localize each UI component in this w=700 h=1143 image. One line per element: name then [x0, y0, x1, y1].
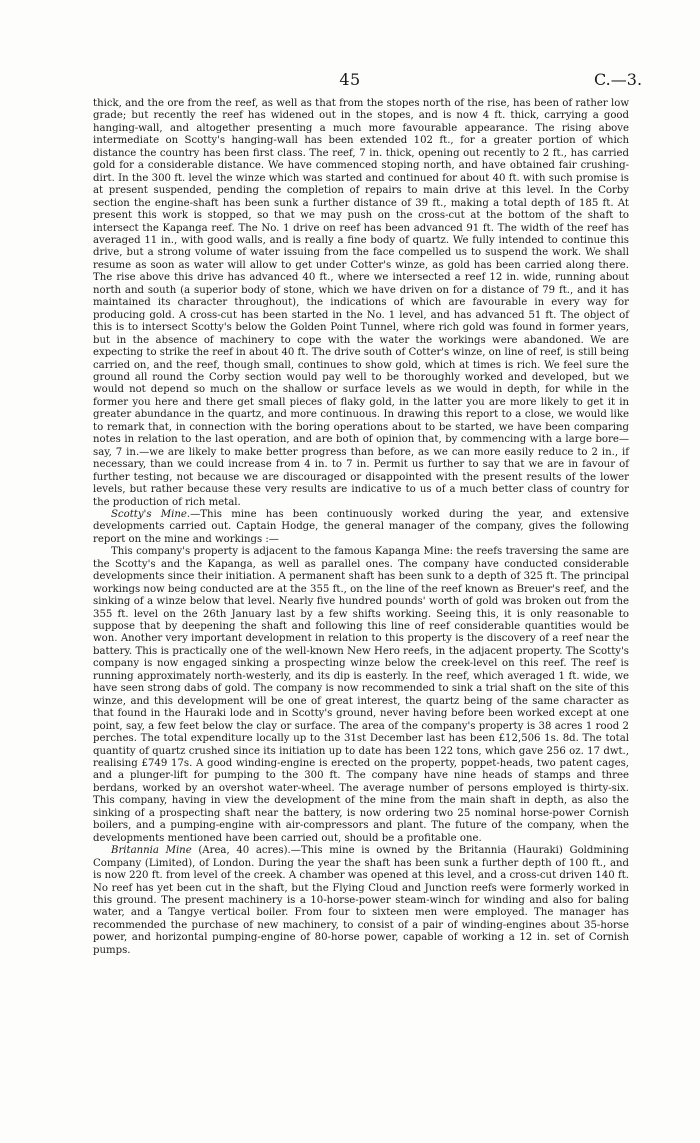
- page-number: 45: [339, 70, 361, 89]
- section-title-britannia-mine: Britannia Mine: [111, 845, 192, 857]
- paragraph-corby-report: [93, 98, 629, 509]
- page-header: [0, 70, 700, 92]
- paragraph-text: —This mine has been continuously worked during the year, and extensive developments carried out. Captain Hodge, the general manager of the company, gives the following report on the mine and workings :—: [93, 508, 629, 545]
- section-title-scottys-mine: Scotty's Mine.: [111, 508, 191, 520]
- paragraph-text: This company's property is adjacent to the famous Kapanga Mine: the reefs traversing the same are the Scotty's and the Kapanga, as well as parallel ones. The company have conducted considerable developments since their initiation. A permanent shaft has been sunk to a depth of 325 ft. The principal workings now being conducted are at the 355 ft., on the line of the reef known as Breuer's reef, and the sinking of a winze below that level. Nearly five hundred pounds' worth of gold was broken out from the 355 ft. level on the 26th January last by a few shifts working. Seeing this, it is only reasonable to suppose that by deepening the shaft and following this line of reef considerable quantities would be won. Another very important development in relation to this property is the discovery of a reef near the battery. This is practically one of the well-known New Hero reefs, in the adjacent property. The Scotty's company is now engaged sinking a prospecting winze below the creek-level on this reef. The reef is running approximately north-westerly, and its dip is easterly. In the reef, which averaged 1 ft. wide, we have seen strong dabs of gold. The company is now recommended to sink a trial shaft on the site of this winze, and this development will be one of great interest, the quartz being of the same character as that found in the Hauraki lode and in Scotty's ground, never having before been worked except at one point, say, a few feet below the clay or surface. The area of the company's property is 38 acres 1 rood 2 perches. The total expenditure locally up to the 31st December last has been £12,506 1s. 8d. The total quantity of quartz crushed since its initiation up to date has been 122 tons, which gave 256 oz. 17 dwt., realising £749 17s. A good winding-engine is erected on the property, poppet-heads, two patent cages, and a plunger-lift for pumping to the 300 ft. The company have nine heads of stamps and three berdans, worked by an overshot water-wheel. The average number of persons employed is thirty-six. This company, having in view the development of the mine from the main shaft in depth, as also the sinking of a prospecting shaft near the battery, is now ordering two 25 nominal horse-power Cornish boilers, and a pumping-engine with air-compressors and plant. The future of the company, when the developments mentioned have been carried out, should be a profitable one.: [93, 546, 629, 844]
- document-reference: C.—3.: [594, 70, 643, 89]
- paragraph-britannia-mine: [93, 845, 629, 957]
- paragraph-text: (Area, 40 acres).—This mine is owned by the Britannia (Hauraki) Goldmining Company (Limited), of London. During the year the shaft has been sunk a further depth of 100 ft., and is now 220 ft. from level of the creek. A chamber was opened at this level, and a cross-cut driven 140 ft. No reef has yet been cut in the shaft, but the Flying Cloud and Junction reefs were formerly worked in this ground. The present machinery is a 10-horse-power steam-winch for winding and also for baling water, and a Tangye vertical boiler. From four to sixteen men were employed. The manager has recommended the purchase of new machinery, to consist of a pair of winding-engines about 35-horse power, and horizontal pumping-engine of 80-horse power, capable of working a 12 in. set of Cornish pumps.: [93, 845, 629, 956]
- paragraph-company-property: [93, 546, 629, 845]
- paragraph-scottys-mine: [93, 509, 629, 546]
- paragraph-text: thick, and the ore from the reef, as well as that from the stopes north of the rise, has been of rather low grade; but recently the reef has widened out in the stopes, and is now 4 ft. thick, carrying a good hanging-wall, and altogether presenting a much more favourable appearance. The rising above intermediate on Scotty's hanging-wall has been extended 102 ft., for a greater portion of which distance the country has been first class. The reef, 7 in. thick, opening out recently to 2 ft., has carried gold for a considerable distance. We have commenced stoping north, and have obtained fair crushing-dirt. In the 300 ft. level the winze which was started and continued for about 40 ft. with such promise is at present suspended, pending the completion of repairs to main drive at this level. In the Corby section the engine-shaft has been sunk a further distance of 39 ft., making a total depth of 185 ft. At present this work is stopped, so that we may push on the cross-cut at the bottom of the shaft to intersect the Kapanga reef. The No. 1 drive on reef has been advanced 91 ft. The width of the reef has averaged 11 in., with good walls, and is really a fine body of quartz. We fully intended to continue this drive, but a strong volume of water issuing from the face compelled us to suspend the work. We shall resume as soon as water will allow to get under Cotter's winze, as gold has been carried along there. The rise above this drive has advanced 40 ft., where we intersected a reef 12 in. wide, running about north and south (a superior body of stone, which we have driven on for a distance of 79 ft., and it has maintained its character throughout), the indications of which are favourable in every way for producing gold. A cross-cut has been started in the No. 1 level, and has advanced 51 ft. The object of this is to intersect Scotty's below the Golden Point Tunnel, where rich gold was found in former years, but in the absence of machinery to cope with the water the workings were abandoned. We are expecting to strike the reef in about 40 ft. The drive south of Cotter's winze, on line of reef, is still being carried on, and the reef, though small, continues to show gold, which at times is rich. We feel sure the ground all round the Corby section would pay well to be thoroughly worked and developed, but we would not depend so much on the shallow or surface levels as we would in depth, for while in the former you here and there get small pieces of flaky gold, in the latter you are more likely to get it in greater abundance in the quartz, and more continuous. In drawing this report to a close, we would like to remark that, in connection with the boring operations about to be started, we have been comparing notes in relation to the last operation, and are both of opinion that, by commencing with a large bore—say, 7 in.—we are likely to make better progress than before, as we can more easily reduce to 2 in., if necessary, than we could increase from 4 in. to 7 in. Permit us further to say that we are in favour of further testing, not because we are discouraged or disappointed with the present results of the lower levels, but rather because these very results are indicative to us of a much better class of country for the production of rich metal.: [93, 98, 629, 508]
- report-body: [93, 98, 629, 957]
